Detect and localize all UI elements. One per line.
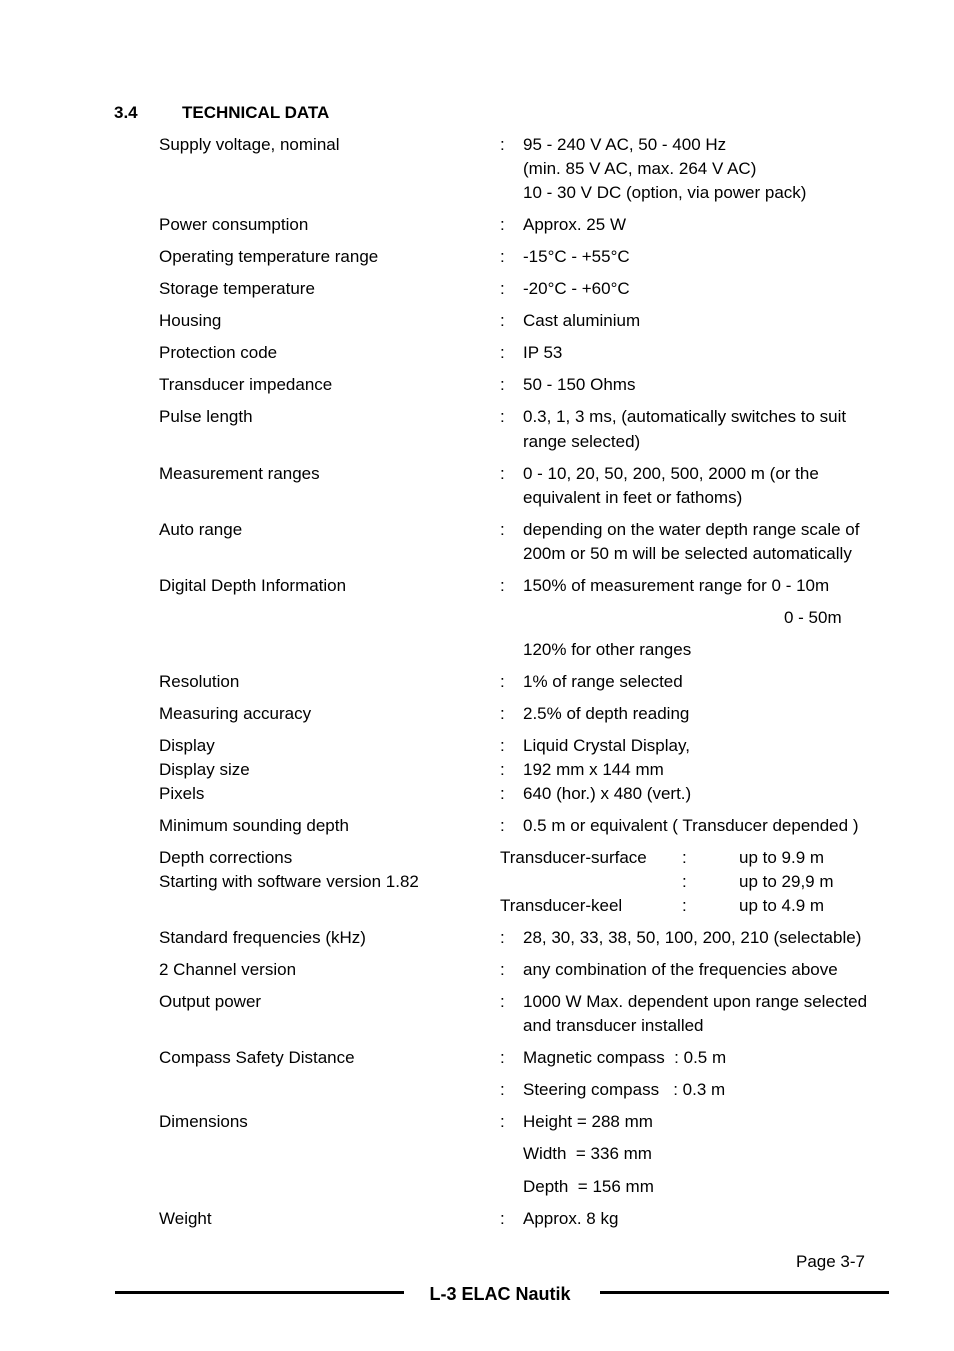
spec-value-storage-temp: -20°C - +60°C <box>523 279 630 298</box>
spec-value-supply-voltage-3: 10 - 30 V DC (option, via power pack) <box>523 183 807 202</box>
colon: : <box>682 896 687 915</box>
spec-value-display: Liquid Crystal Display, <box>523 736 690 755</box>
colon: : <box>500 343 505 362</box>
spec-value-power-consumption: Approx. 25 W <box>523 215 626 234</box>
spec-label-power-consumption: Power consumption <box>159 215 309 234</box>
spec-label-dimensions: Dimensions <box>159 1112 248 1131</box>
spec-value-accuracy: 2.5% of depth reading <box>523 704 690 723</box>
spec-label-output-power: Output power <box>159 992 262 1011</box>
spec-label-measurement-ranges: Measurement ranges <box>159 464 320 483</box>
spec-value-operating-temp: -15°C - +55°C <box>523 247 630 266</box>
spec-value-compass-magnetic: Magnetic compass : 0.5 m <box>523 1048 727 1067</box>
spec-label-depth-corrections-note: Starting with software version 1.82 <box>159 872 419 891</box>
spec-label-frequencies: Standard frequencies (kHz) <box>159 928 366 947</box>
spec-label-housing: Housing <box>159 311 222 330</box>
spec-value-pulse-length-1: 0.3, 1, 3 ms, (automatically switches to suit <box>523 407 847 426</box>
colon: : <box>500 1112 505 1131</box>
colon: : <box>500 407 505 426</box>
spec-value-dimensions-depth: Depth = 156 mm <box>523 1177 654 1196</box>
spec-value-min-depth: 0.5 m or equivalent ( Transducer depended ) <box>523 816 859 835</box>
spec-label-depth-corrections: Depth corrections <box>159 848 293 867</box>
colon: : <box>500 704 505 723</box>
spec-label-pixels: Pixels <box>159 784 205 803</box>
colon: : <box>500 279 505 298</box>
spec-value-measurement-ranges-1: 0 - 10, 20, 50, 200, 500, 2000 m (or the <box>523 464 819 483</box>
spec-value-digital-depth-3: 120% for other ranges <box>523 640 692 659</box>
colon: : <box>682 848 687 867</box>
spec-label-supply-voltage: Supply voltage, nominal <box>159 135 340 154</box>
spec-value-pulse-length-2: range selected) <box>523 432 641 451</box>
spec-value-output-power-1: 1000 W Max. dependent upon range selected <box>523 992 868 1011</box>
spec-value-pixels: 640 (hor.) x 480 (vert.) <box>523 784 692 803</box>
colon: : <box>500 816 505 835</box>
spec-value-dimensions-width: Width = 336 mm <box>523 1144 652 1163</box>
colon: : <box>500 992 505 1011</box>
spec-value-auto-range-1: depending on the water depth range scale of <box>523 520 860 539</box>
spec-value-weight: Approx. 8 kg <box>523 1209 619 1228</box>
spec-value-compass-steering: Steering compass : 0.3 m <box>523 1080 726 1099</box>
colon: : <box>500 784 505 803</box>
spec-value-supply-voltage-2: (min. 85 V AC, max. 264 V AC) <box>523 159 757 178</box>
colon: : <box>500 928 505 947</box>
spec-value-protection: IP 53 <box>523 343 563 362</box>
spec-label-accuracy: Measuring accuracy <box>159 704 312 723</box>
spec-value-housing: Cast aluminium <box>523 311 641 330</box>
spec-value-frequencies: 28, 30, 33, 38, 50, 100, 200, 210 (selectable) <box>523 928 862 947</box>
colon: : <box>682 872 687 891</box>
spec-sublabel-transducer-keel: Transducer-keel <box>500 896 623 915</box>
spec-value-digital-depth-2: 0 - 50m <box>784 608 842 627</box>
spec-value-dimensions-height: Height = 288 mm <box>523 1112 653 1131</box>
spec-value-transducer-keel: up to 4.9 m <box>739 896 825 915</box>
colon: : <box>500 311 505 330</box>
spec-sublabel-transducer-surface: Transducer-surface <box>500 848 647 867</box>
colon: : <box>500 1209 505 1228</box>
spec-label-operating-temp: Operating temperature range <box>159 247 379 266</box>
spec-value-output-power-2: and transducer installed <box>523 1016 704 1035</box>
spec-label-protection: Protection code <box>159 343 278 362</box>
spec-value-two-channel: any combination of the frequencies above <box>523 960 838 979</box>
colon: : <box>500 960 505 979</box>
colon: : <box>500 1048 505 1067</box>
section-number: 3.4 <box>114 103 138 122</box>
spec-value-transducer-surface-new: up to 29,9 m <box>739 872 834 891</box>
spec-value-transducer-surface: up to 9.9 m <box>739 848 825 867</box>
colon: : <box>500 215 505 234</box>
page-number: Page 3-7 <box>796 1252 865 1271</box>
colon: : <box>500 520 505 539</box>
spec-label-digital-depth: Digital Depth Information <box>159 576 347 595</box>
colon: : <box>500 672 505 691</box>
colon: : <box>500 1080 505 1099</box>
colon: : <box>500 135 505 154</box>
footer-company-name: L-3 ELAC Nautik <box>429 1284 571 1304</box>
spec-label-storage-temp: Storage temperature <box>159 279 315 298</box>
spec-label-auto-range: Auto range <box>159 520 243 539</box>
spec-label-min-depth: Minimum sounding depth <box>159 816 349 835</box>
spec-value-impedance: 50 - 150 Ohms <box>523 375 636 394</box>
spec-label-weight: Weight <box>159 1209 212 1228</box>
colon: : <box>500 760 505 779</box>
spec-value-supply-voltage-1: 95 - 240 V AC, 50 - 400 Hz <box>523 135 727 154</box>
spec-value-display-size: 192 mm x 144 mm <box>523 760 664 779</box>
section-title: TECHNICAL DATA <box>182 103 330 122</box>
colon: : <box>500 375 505 394</box>
spec-label-display: Display <box>159 736 215 755</box>
colon: : <box>500 464 505 483</box>
spec-value-measurement-ranges-2: equivalent in feet or fathoms) <box>523 488 743 507</box>
colon: : <box>500 576 505 595</box>
spec-label-display-size: Display size <box>159 760 250 779</box>
spec-label-resolution: Resolution <box>159 672 240 691</box>
spec-label-pulse-length: Pulse length <box>159 407 253 426</box>
spec-value-auto-range-2: 200m or 50 m will be selected automatically <box>523 544 852 563</box>
colon: : <box>500 247 505 266</box>
spec-label-impedance: Transducer impedance <box>159 375 333 394</box>
spec-value-resolution: 1% of range selected <box>523 672 683 691</box>
spec-value-digital-depth-1: 150% of measurement range for 0 - 10m <box>523 576 830 595</box>
spec-label-compass: Compass Safety Distance <box>159 1048 355 1067</box>
spec-label-two-channel: 2 Channel version <box>159 960 297 979</box>
colon: : <box>500 736 505 755</box>
